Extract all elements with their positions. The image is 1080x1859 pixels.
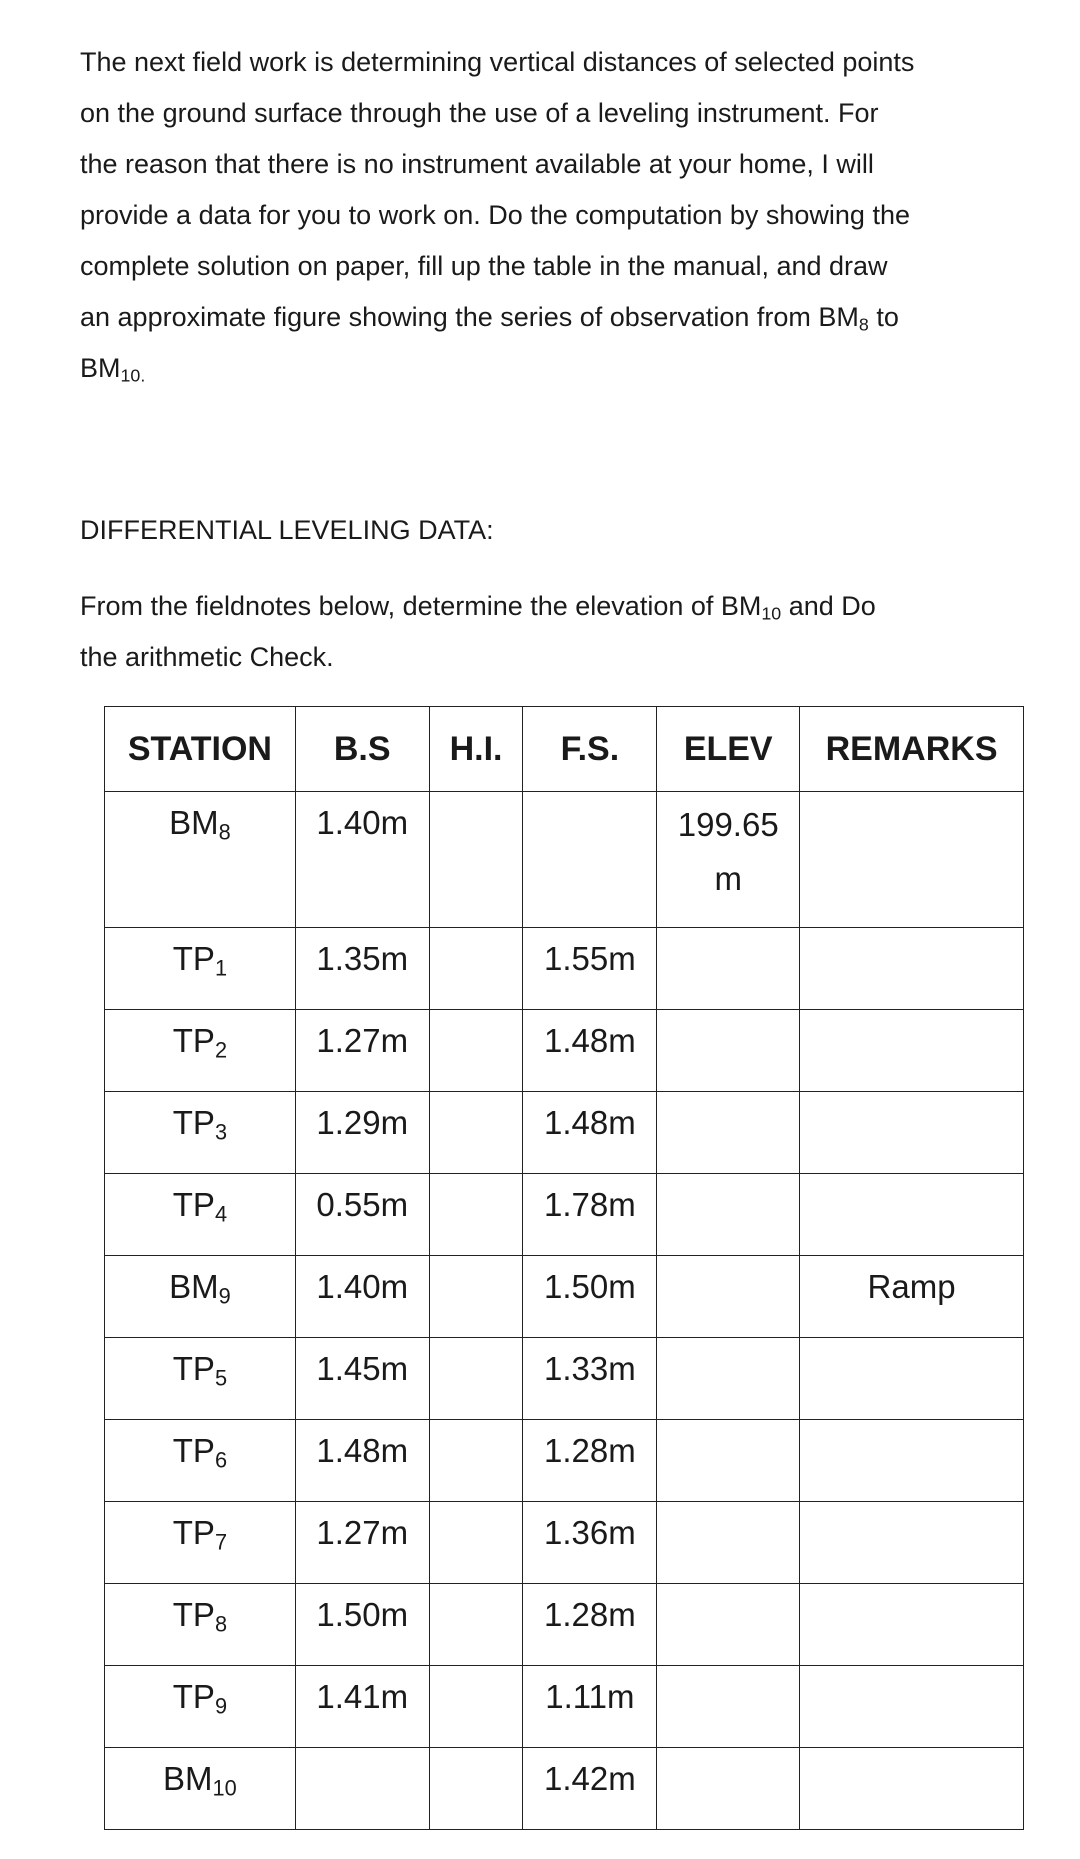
elev-cell xyxy=(657,1092,800,1174)
intro-line: the reason that there is no instrument available at your home, I will xyxy=(80,149,874,179)
table-row xyxy=(105,1584,1024,1666)
station-cell xyxy=(105,1092,296,1174)
fs-cell: 1.78m xyxy=(523,1174,657,1256)
header-station: STATION xyxy=(105,707,296,792)
hi-cell xyxy=(429,1584,523,1666)
header-elev: ELEV xyxy=(657,707,800,792)
intro-line-text: an approximate figure showing the series of observation from BM xyxy=(80,302,859,332)
station-name: TP xyxy=(172,1350,215,1387)
fs-cell: 1.36m xyxy=(523,1502,657,1584)
elev-cell xyxy=(657,1748,800,1830)
bs-cell: 1.45m xyxy=(295,1338,429,1420)
elev-cell xyxy=(657,1010,800,1092)
station-cell xyxy=(105,1256,296,1338)
elev-cell xyxy=(657,1174,800,1256)
hi-cell xyxy=(429,1010,523,1092)
elev-cell xyxy=(657,1338,800,1420)
header-remarks: REMARKS xyxy=(800,707,1024,792)
station-subscript: 5 xyxy=(214,1365,228,1391)
fs-cell: 1.28m xyxy=(523,1420,657,1502)
remarks-cell xyxy=(800,1092,1024,1174)
hi-cell xyxy=(429,1092,523,1174)
station-name: TP xyxy=(172,1104,215,1141)
station-subscript: 9 xyxy=(218,1283,231,1309)
remarks-cell xyxy=(800,1748,1024,1830)
fs-cell: 1.55m xyxy=(523,928,657,1010)
hi-cell xyxy=(429,928,523,1010)
remarks-cell xyxy=(800,1174,1024,1256)
hi-cell xyxy=(429,1256,523,1338)
station-subscript: 7 xyxy=(214,1529,228,1555)
station-subscript: 9 xyxy=(214,1693,228,1719)
table-row xyxy=(105,1502,1024,1584)
station-cell xyxy=(105,1748,296,1830)
intro-paragraph xyxy=(80,37,1010,394)
hi-cell xyxy=(429,1338,523,1420)
elev-cell xyxy=(657,1502,800,1584)
remarks-cell xyxy=(800,1338,1024,1420)
hi-cell xyxy=(429,1502,523,1584)
bs-cell: 1.48m xyxy=(295,1420,429,1502)
station-subscript: 4 xyxy=(214,1201,228,1227)
remarks-cell xyxy=(800,1666,1024,1748)
bs-cell: 1.27m xyxy=(295,1502,429,1584)
elev-cell xyxy=(657,1584,800,1666)
station-cell xyxy=(105,928,296,1010)
elev-unit-line: m xyxy=(714,860,742,897)
bs-cell: 1.35m xyxy=(295,928,429,1010)
station-cell xyxy=(105,1584,296,1666)
instructions-tail: and Do xyxy=(781,591,876,621)
instructions-line: the arithmetic Check. xyxy=(80,642,334,672)
table-header-row xyxy=(105,707,1024,792)
intro-line: complete solution on paper, fill up the table in the manual, and draw xyxy=(80,251,888,281)
table-row xyxy=(105,928,1024,1010)
elev-cell xyxy=(657,928,800,1010)
instructions-text: From the fieldnotes below, determine the elevation of BM xyxy=(80,591,762,621)
station-name: TP xyxy=(172,1432,215,1469)
hi-cell xyxy=(429,1748,523,1830)
hi-cell xyxy=(429,1420,523,1502)
elev-value xyxy=(678,798,779,906)
station-name: TP xyxy=(172,1022,215,1059)
header-hi: H.I. xyxy=(429,707,523,792)
table-row xyxy=(105,1420,1024,1502)
station-cell xyxy=(105,1338,296,1420)
station-name: TP xyxy=(172,1514,215,1551)
fs-cell: 1.48m xyxy=(523,1010,657,1092)
header-fs: F.S. xyxy=(523,707,657,792)
elev-cell xyxy=(657,1256,800,1338)
remarks-cell xyxy=(800,928,1024,1010)
table-row xyxy=(105,1748,1024,1830)
station-cell xyxy=(105,1666,296,1748)
fs-cell: 1.50m xyxy=(523,1256,657,1338)
hi-cell xyxy=(429,1666,523,1748)
instructions-paragraph xyxy=(80,581,1010,683)
bs-cell: 1.40m xyxy=(295,792,429,928)
intro-line: The next field work is determining vertical distances of selected points xyxy=(80,47,915,77)
bs-cell: 1.50m xyxy=(295,1584,429,1666)
fs-cell: 1.28m xyxy=(523,1584,657,1666)
station-name: TP xyxy=(172,1596,215,1633)
fs-cell: 1.48m xyxy=(523,1092,657,1174)
bs-cell: 1.40m xyxy=(295,1256,429,1338)
table-row xyxy=(105,1174,1024,1256)
station-cell xyxy=(105,792,296,928)
station-cell xyxy=(105,1420,296,1502)
elev-cell xyxy=(657,1420,800,1502)
header-bs: B.S xyxy=(295,707,429,792)
elev-value-line: 199.65 xyxy=(677,806,779,843)
station-name: TP xyxy=(172,1186,215,1223)
elev-cell xyxy=(657,1666,800,1748)
instructions-line xyxy=(80,581,1010,632)
subscript: 10 xyxy=(761,603,782,624)
intro-line: on the ground surface through the use of a leveling instrument. For xyxy=(80,98,879,128)
table-row xyxy=(105,1666,1024,1748)
remarks-cell: Ramp xyxy=(800,1256,1024,1338)
subscript: 10. xyxy=(120,365,146,386)
intro-line-text: BM xyxy=(80,353,121,383)
intro-line: provide a data for you to work on. Do the computation by showing the xyxy=(80,200,910,230)
intro-line xyxy=(80,343,1010,394)
fs-cell: 1.11m xyxy=(523,1666,657,1748)
remarks-cell xyxy=(800,792,1024,928)
hi-cell xyxy=(429,1174,523,1256)
fs-cell: 1.42m xyxy=(523,1748,657,1830)
remarks-cell xyxy=(800,1502,1024,1584)
station-name: BM xyxy=(169,1268,219,1305)
bs-cell: 1.27m xyxy=(295,1010,429,1092)
table-body xyxy=(105,792,1024,1830)
leveling-table xyxy=(104,706,1024,1830)
station-subscript: 10 xyxy=(212,1775,237,1801)
station-name: TP xyxy=(172,940,215,977)
station-name: BM xyxy=(163,1760,213,1797)
intro-line xyxy=(80,292,1010,343)
table-row xyxy=(105,1338,1024,1420)
station-subscript: 6 xyxy=(214,1447,228,1473)
station-name: BM xyxy=(169,804,219,841)
table-row xyxy=(105,1092,1024,1174)
station-cell xyxy=(105,1502,296,1584)
elev-cell xyxy=(657,792,800,928)
bs-cell: 1.41m xyxy=(295,1666,429,1748)
station-name: TP xyxy=(172,1678,215,1715)
fs-cell: 1.33m xyxy=(523,1338,657,1420)
table-row xyxy=(105,792,1024,928)
station-subscript: 2 xyxy=(214,1037,228,1063)
station-subscript: 8 xyxy=(218,819,231,845)
remarks-cell xyxy=(800,1010,1024,1092)
station-cell xyxy=(105,1174,296,1256)
station-subscript: 1 xyxy=(214,955,228,981)
bs-cell: 0.55m xyxy=(295,1174,429,1256)
station-subscript: 8 xyxy=(214,1611,228,1637)
bs-cell: 1.29m xyxy=(295,1092,429,1174)
bs-cell xyxy=(295,1748,429,1830)
hi-cell xyxy=(429,792,523,928)
table-row xyxy=(105,1256,1024,1338)
station-cell xyxy=(105,1010,296,1092)
table-row xyxy=(105,1010,1024,1092)
subscript: 8 xyxy=(858,314,869,335)
section-heading: DIFFERENTIAL LEVELING DATA: xyxy=(80,515,494,545)
fs-cell xyxy=(523,792,657,928)
remarks-cell xyxy=(800,1584,1024,1666)
station-subscript: 3 xyxy=(214,1119,228,1145)
intro-line-tail: to xyxy=(868,302,899,332)
remarks-cell xyxy=(800,1420,1024,1502)
